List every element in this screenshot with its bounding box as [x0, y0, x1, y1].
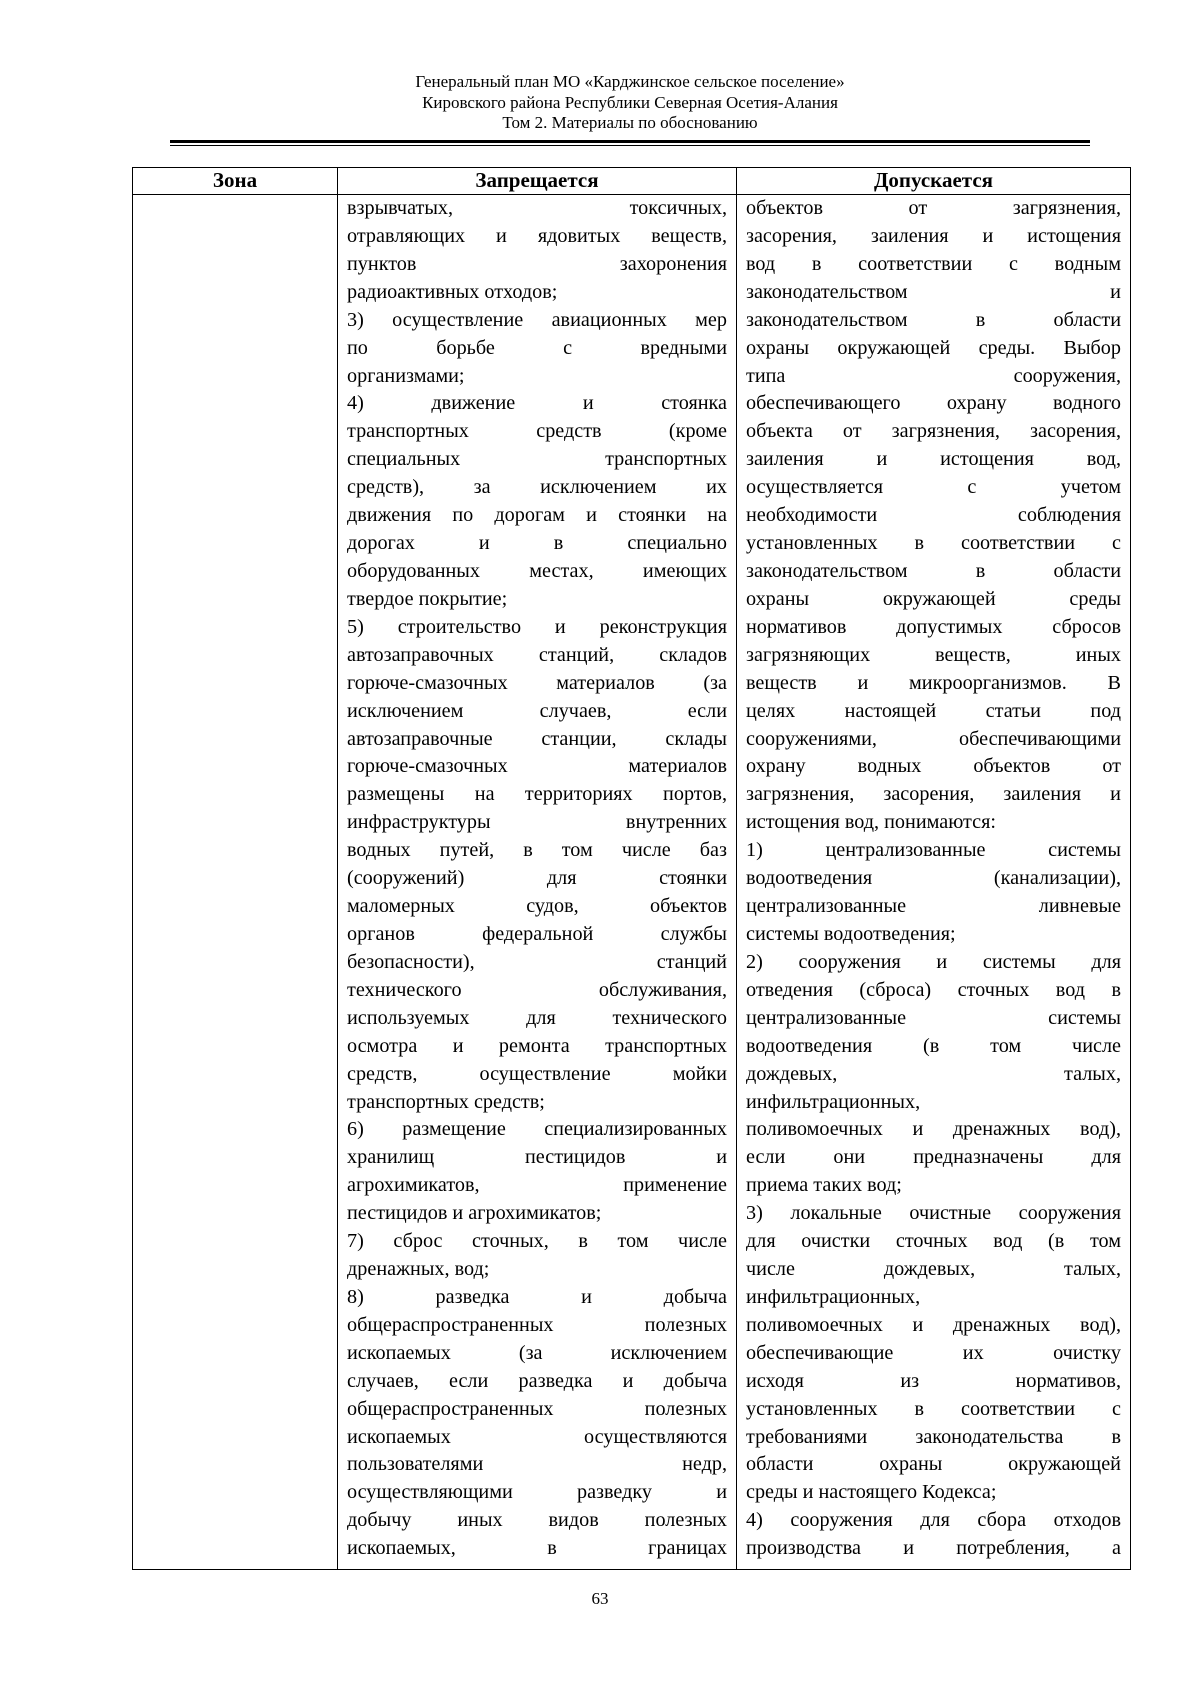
permitted-line: для очистки сточных вод (в том	[746, 1230, 1121, 1253]
prohibited-line: 3) осуществление авиационных мер	[347, 308, 727, 331]
prohibited-line: осмотра и ремонта транспортных	[347, 1034, 727, 1057]
permitted-line: поливомоечных и дренажных вод),	[746, 1118, 1121, 1141]
prohibited-line: органов федеральной службы	[347, 922, 727, 945]
prohibited-line: 4) движение и стоянка	[347, 392, 727, 415]
permitted-line: системы водоотведения;	[746, 922, 956, 945]
permitted-line: водоотведения (в том числе	[746, 1034, 1121, 1057]
prohibited-line: транспортных средств (кроме	[347, 420, 727, 443]
table-row	[133, 195, 1131, 1570]
zones-table	[132, 167, 1131, 1570]
column-header-prohibited: Запрещается	[338, 168, 737, 195]
permitted-line: области охраны окружающей	[746, 1453, 1121, 1476]
header-rule-thick	[170, 140, 1090, 143]
permitted-line: централизованные ливневые	[746, 895, 1121, 918]
permitted-line: 4) сооружения для сбора отходов	[746, 1509, 1121, 1532]
prohibited-line: пестицидов и агрохимикатов;	[347, 1202, 602, 1225]
permitted-line: законодательством в области	[746, 308, 1121, 331]
column-header-zone: Зона	[133, 168, 338, 195]
prohibited-line: общераспространенных полезных	[347, 1313, 727, 1336]
prohibited-text	[338, 195, 736, 1563]
permitted-line: законодательством в области	[746, 559, 1121, 582]
prohibited-line: средств, осуществление мойки	[347, 1062, 727, 1085]
page-number: 63	[591, 1589, 609, 1608]
prohibited-line: ископаемых осуществляются	[347, 1425, 727, 1448]
zone-cell	[133, 195, 338, 1570]
prohibited-line: исключением случаев, если	[347, 699, 727, 722]
permitted-line: загрязнения, засорения, заиления и	[746, 783, 1121, 806]
prohibited-line: средств), за исключением их	[347, 476, 727, 499]
permitted-line: инфильтрационных,	[746, 1285, 921, 1308]
prohibited-line: 8) разведка и добыча	[347, 1285, 727, 1308]
permitted-line: законодательством и	[746, 280, 1121, 303]
permitted-cell	[737, 195, 1131, 1570]
prohibited-line: радиоактивных отходов;	[347, 280, 558, 303]
permitted-line: объекта от загрязнения, засорения,	[746, 420, 1121, 443]
permitted-line: охраны окружающей среды. Выбор	[746, 336, 1121, 359]
permitted-line: истощения вод, понимаются:	[746, 811, 996, 834]
prohibited-line: специальных транспортных	[347, 448, 727, 471]
prohibited-line: твердое покрытие;	[347, 587, 508, 610]
permitted-line: засорения, заиления и истощения	[746, 224, 1121, 247]
header-line-3: Том 2. Материалы по обоснованию	[502, 113, 758, 132]
permitted-line: если они предназначены для	[746, 1146, 1121, 1169]
prohibited-line: горюче-смазочных материалов	[347, 755, 727, 778]
permitted-line: обеспечивающего охрану водного	[746, 392, 1121, 415]
prohibited-line: транспортных средств;	[347, 1090, 545, 1113]
permitted-line: типа сооружения,	[746, 364, 1121, 387]
permitted-line: целях настоящей статьи под	[746, 699, 1121, 722]
prohibited-line: маломерных судов, объектов	[347, 895, 727, 918]
prohibited-line: инфраструктуры внутренних	[347, 811, 727, 834]
permitted-line: производства и потребления, а	[746, 1537, 1121, 1560]
permitted-line: среды и настоящего Кодекса;	[746, 1481, 997, 1504]
column-header-permitted: Допускается	[737, 168, 1131, 195]
permitted-line: установленных в соответствии с	[746, 532, 1121, 555]
permitted-line: инфильтрационных,	[746, 1090, 921, 1113]
permitted-line: централизованные системы	[746, 1006, 1121, 1029]
prohibited-line: отравляющих и ядовитых веществ,	[347, 224, 727, 247]
permitted-line: вод в соответствии с водным	[746, 252, 1121, 275]
prohibited-line: дорогах и в специально	[347, 532, 727, 555]
permitted-line: поливомоечных и дренажных вод),	[746, 1313, 1121, 1336]
permitted-line: объектов от загрязнения,	[746, 197, 1121, 219]
permitted-line: заиления и истощения вод,	[746, 448, 1121, 471]
permitted-line: исходя из нормативов,	[746, 1369, 1121, 1392]
permitted-line: охраны окружающей среды	[746, 587, 1121, 610]
prohibited-line: движения по дорогам и стоянки на	[347, 504, 727, 527]
prohibited-line: оборудованных местах, имеющих	[347, 559, 727, 582]
header-line-2: Кировского района Республики Северная Осетия-Алания	[422, 92, 838, 112]
prohibited-line: (сооружений) для стоянки	[347, 867, 727, 890]
prohibited-line: организмами;	[347, 364, 465, 387]
prohibited-line: пунктов захоронения	[347, 252, 727, 275]
prohibited-line: горюче-смазочных материалов (за	[347, 671, 727, 694]
prohibited-line: водных путей, в том числе баз	[347, 839, 727, 862]
permitted-line: отведения (сброса) сточных вод в	[746, 978, 1121, 1001]
prohibited-line: 7) сброс сточных, в том числе	[347, 1230, 727, 1253]
prohibited-line: технического обслуживания,	[347, 978, 727, 1001]
permitted-line: веществ и микроорганизмов. В	[746, 671, 1121, 694]
prohibited-line: используемых для технического	[347, 1006, 727, 1029]
permitted-line: 2) сооружения и системы для	[746, 950, 1121, 973]
permitted-line: установленных в соответствии с	[746, 1397, 1121, 1420]
permitted-line: приема таких вод;	[746, 1174, 902, 1197]
permitted-line: сооружениями, обеспечивающими	[746, 727, 1121, 750]
prohibited-line: осуществляющими разведку и	[347, 1481, 727, 1504]
prohibited-line: автозаправочных станций, складов	[347, 643, 727, 666]
permitted-line: загрязняющих веществ, иных	[746, 643, 1121, 666]
header-rule-thin	[170, 145, 1090, 146]
prohibited-line: пользователями недр,	[347, 1453, 727, 1476]
prohibited-line: безопасности), станций	[347, 950, 727, 973]
prohibited-line: ископаемых (за исключением	[347, 1341, 727, 1364]
permitted-line: охрану водных объектов от	[746, 755, 1121, 778]
prohibited-line: размещены на территориях портов,	[347, 783, 727, 806]
prohibited-line: ископаемых, в границах	[347, 1537, 727, 1560]
permitted-line: 1) централизованные системы	[746, 839, 1121, 862]
document-header	[170, 72, 1090, 134]
prohibited-line: общераспространенных полезных	[347, 1397, 727, 1420]
header-line-1: Генеральный план МО «Карджинское сельское поселение»	[415, 72, 845, 91]
permitted-line: водоотведения (канализации),	[746, 867, 1121, 890]
permitted-text	[737, 195, 1130, 1563]
permitted-line: числе дождевых, талых,	[746, 1258, 1121, 1281]
table-header-row	[133, 168, 1131, 195]
prohibited-line: 5) строительство и реконструкция	[347, 615, 727, 638]
prohibited-line: случаев, если разведка и добыча	[347, 1369, 727, 1392]
prohibited-line: 6) размещение специализированных	[347, 1118, 727, 1141]
permitted-line: дождевых, талых,	[746, 1062, 1121, 1085]
permitted-line: 3) локальные очистные сооружения	[746, 1202, 1121, 1225]
permitted-line: осуществляется с учетом	[746, 476, 1121, 499]
permitted-line: обеспечивающие их очистку	[746, 1341, 1121, 1364]
permitted-line: необходимости соблюдения	[746, 504, 1121, 527]
prohibited-line: по борьбе с вредными	[347, 336, 727, 359]
prohibited-line: добычу иных видов полезных	[347, 1509, 727, 1532]
prohibited-line: взрывчатых, токсичных,	[347, 197, 727, 219]
prohibited-line: агрохимикатов, применение	[347, 1174, 727, 1197]
prohibited-line: автозаправочные станции, склады	[347, 727, 727, 750]
prohibited-cell	[338, 195, 737, 1570]
permitted-line: нормативов допустимых сбросов	[746, 615, 1121, 638]
prohibited-line: хранилищ пестицидов и	[347, 1146, 727, 1169]
permitted-line: требованиями законодательства в	[746, 1425, 1121, 1448]
prohibited-line: дренажных, вод;	[347, 1258, 490, 1281]
